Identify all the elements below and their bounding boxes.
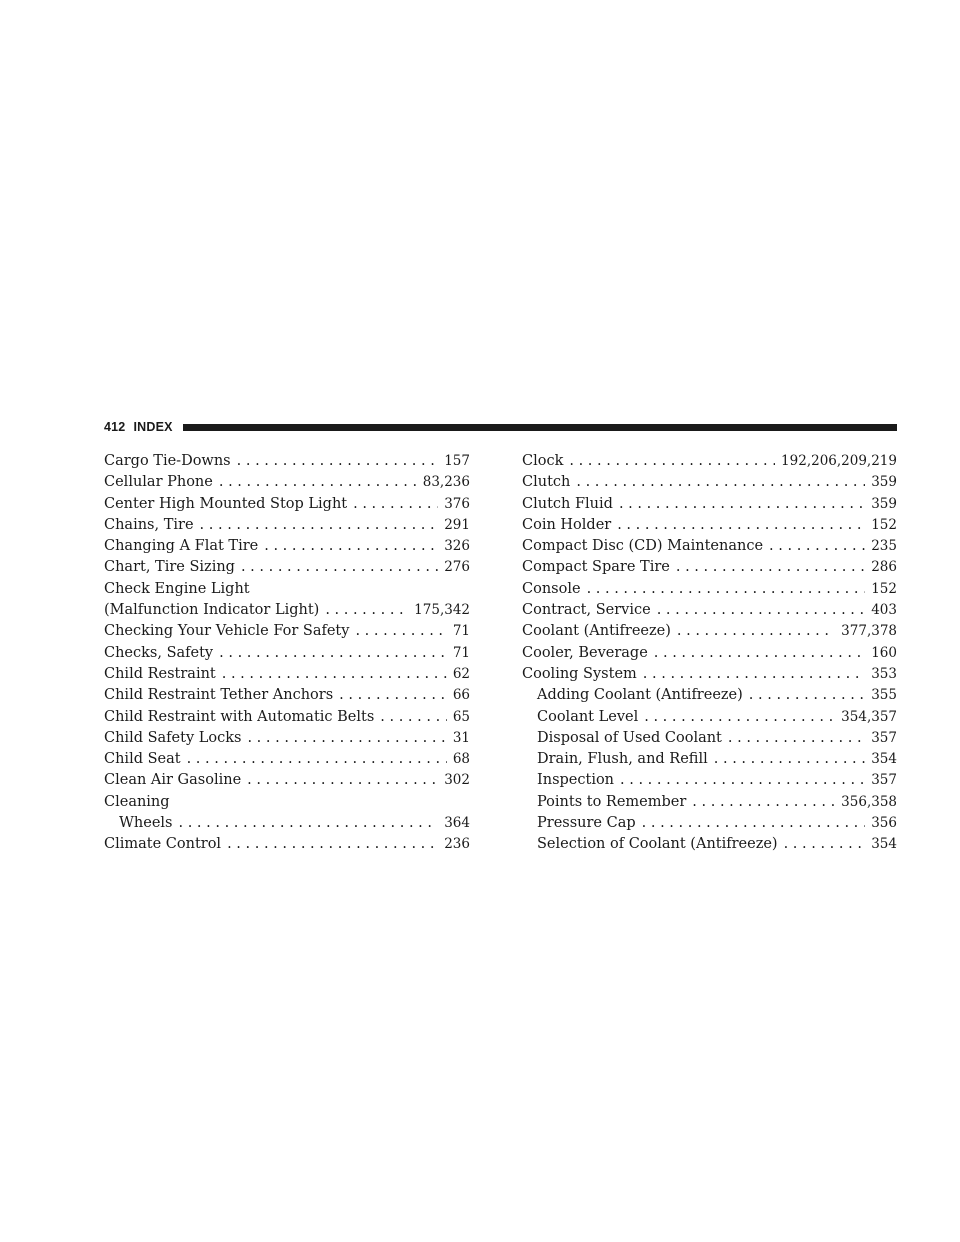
dot-leader <box>569 451 775 472</box>
index-entry-page: 403 <box>871 602 897 619</box>
dot-leader <box>264 536 438 557</box>
index-entry-label: Cleaning <box>104 793 170 810</box>
dot-leader <box>657 600 866 621</box>
index-entry <box>104 600 470 621</box>
index-entry-page: 152 <box>871 516 897 533</box>
dot-leader <box>676 557 865 578</box>
index-entry-label: Contract, Service <box>522 602 651 619</box>
dot-leader <box>241 557 438 578</box>
dot-leader <box>617 515 865 536</box>
index-entry-label: Inspection <box>537 772 615 789</box>
dot-leader <box>247 728 446 749</box>
index-entry-page: 354,357 <box>841 708 897 725</box>
index-entry <box>104 834 470 855</box>
index-entry-page: 357 <box>871 729 897 746</box>
index-entry-page: 326 <box>444 538 470 555</box>
dot-leader <box>749 685 865 706</box>
dot-leader <box>692 792 835 813</box>
index-entry-page: 276 <box>444 559 470 576</box>
index-entry <box>104 664 470 685</box>
index-entry-label: Child Safety Locks <box>104 729 242 746</box>
page-number: 412 <box>104 420 126 434</box>
dot-leader <box>769 536 865 557</box>
index-entry-page: 354 <box>871 836 897 853</box>
index-entry <box>104 643 470 664</box>
index-entry <box>104 728 470 749</box>
index-entry <box>104 494 470 515</box>
dot-leader <box>643 664 865 685</box>
index-entry-page: 71 <box>452 623 470 640</box>
index-entry-page: 356 <box>871 815 897 832</box>
index-entry-page: 354 <box>871 751 897 768</box>
index-entry-label: Compact Disc (CD) Maintenance <box>522 538 764 555</box>
index-entry-label: Console <box>522 580 581 597</box>
index-entry <box>522 792 897 813</box>
index-entry-label: Clock <box>522 453 564 469</box>
index-entry-page: 71 <box>452 644 470 661</box>
index-entry-label: Compact Spare Tire <box>522 559 670 576</box>
index-entry-page: 192,206,209,219 <box>781 453 897 469</box>
dot-leader <box>784 834 866 855</box>
index-entry-label: Center High Mounted Stop Light <box>104 495 348 512</box>
section-title: INDEX <box>133 420 173 434</box>
index-entry <box>522 579 897 600</box>
index-entry <box>522 515 897 536</box>
index-entry-page: 359 <box>871 495 897 512</box>
index-entry-page: 157 <box>444 453 470 469</box>
header-rule <box>183 424 897 431</box>
index-entry-label: Child Seat <box>104 751 181 768</box>
index-entry-page: 353 <box>871 665 897 682</box>
index-entry-label: Climate Control <box>104 836 222 853</box>
dot-leader <box>222 664 447 685</box>
dot-leader <box>619 494 865 515</box>
index-entry-page: 175,342 <box>414 602 470 619</box>
index-entry <box>522 664 897 685</box>
index-entry <box>522 707 897 728</box>
dot-leader <box>178 813 438 834</box>
index-entry <box>104 707 470 728</box>
dot-leader <box>677 621 835 642</box>
index-entry-label: Child Restraint <box>104 665 216 682</box>
index-entry <box>522 770 897 791</box>
index-entry <box>522 749 897 770</box>
index-entry-label: Adding Coolant (Antifreeze) <box>537 687 743 704</box>
dot-leader <box>247 770 438 791</box>
index-entry-page: 160 <box>871 644 897 661</box>
index-entry-page: 286 <box>871 559 897 576</box>
index-entry-label: Checks, Safety <box>104 644 214 661</box>
index-entry <box>522 643 897 664</box>
index-entry-page: 235 <box>871 538 897 555</box>
index-entry-label: Clutch Fluid <box>522 495 613 512</box>
dot-leader <box>353 494 438 515</box>
index-entry-page: 355 <box>871 687 897 704</box>
page-header <box>104 417 897 437</box>
index-entry-label: Coin Holder <box>522 516 612 533</box>
index-entry <box>104 536 470 557</box>
index-entry-label: (Malfunction Indicator Light) <box>104 602 320 619</box>
dot-leader <box>200 515 439 536</box>
dot-leader <box>587 579 866 600</box>
index-entry-label: Wheels <box>119 815 173 832</box>
index-entry-label: Drain, Flush, and Refill <box>537 751 708 768</box>
index-entry-label: Cooling System <box>522 665 637 682</box>
index-entry <box>104 792 470 813</box>
index-entry <box>522 621 897 642</box>
dot-leader <box>642 813 866 834</box>
index-entry-page: 62 <box>452 665 470 682</box>
index-entry-page: 359 <box>871 474 897 491</box>
index-entry <box>522 685 897 706</box>
index-entry-page: 68 <box>452 751 470 768</box>
index-entry-label: Coolant (Antifreeze) <box>522 623 671 640</box>
index-entry-label: Cooler, Beverage <box>522 644 648 661</box>
index-column-left <box>104 451 470 856</box>
dot-leader <box>325 600 408 621</box>
index-entry <box>104 685 470 706</box>
index-entry-label: Pressure Cap <box>537 815 636 832</box>
index-entry <box>104 813 470 834</box>
index-entry-page: 152 <box>871 580 897 597</box>
index-entry-page: 83,236 <box>422 474 470 491</box>
index-entry-page: 291 <box>444 516 470 533</box>
dot-leader <box>219 472 417 493</box>
index-entry-page: 377,378 <box>841 623 897 640</box>
dot-leader <box>339 685 447 706</box>
index-entry-page: 31 <box>452 729 470 746</box>
index-entry-label: Cargo Tie-Downs <box>104 453 231 469</box>
index-entry-page: 65 <box>452 708 470 725</box>
index-entry <box>104 579 470 600</box>
index-entry-label: Points to Remember <box>537 793 687 810</box>
index-entry-page: 357 <box>871 772 897 789</box>
index-entry <box>104 770 470 791</box>
index-entry <box>104 557 470 578</box>
dot-leader <box>576 472 865 493</box>
dot-leader <box>227 834 438 855</box>
index-entry <box>522 557 897 578</box>
index-entry <box>522 494 897 515</box>
index-entry-page: 302 <box>444 772 470 789</box>
dot-leader <box>644 707 835 728</box>
index-entry <box>104 749 470 770</box>
index-entry-label: Checking Your Vehicle For Safety <box>104 623 350 640</box>
index-entry-label: Clutch <box>522 474 571 491</box>
index-entry-label: Coolant Level <box>537 708 639 725</box>
index-entry <box>522 472 897 493</box>
dot-leader <box>237 451 439 472</box>
index-entry-label: Chart, Tire Sizing <box>104 559 235 576</box>
index-entry-page: 376 <box>444 495 470 512</box>
index-entry <box>104 515 470 536</box>
index-entry-label: Cellular Phone <box>104 474 213 491</box>
dot-leader <box>654 643 865 664</box>
index-entry-label: Child Restraint Tether Anchors <box>104 687 334 704</box>
dot-leader <box>355 621 446 642</box>
index-entry-page: 364 <box>444 815 470 832</box>
index-entry-page: 236 <box>444 836 470 853</box>
index-entry-label: Child Restraint with Automatic Belts <box>104 708 375 725</box>
dot-leader <box>620 770 865 791</box>
index-entry <box>522 536 897 557</box>
index-entry-label: Changing A Flat Tire <box>104 538 259 555</box>
dot-leader <box>219 643 447 664</box>
index-entry-page: 66 <box>452 687 470 704</box>
index-entry-page: 356,358 <box>841 793 897 810</box>
index-entry <box>522 728 897 749</box>
index-entry-label: Clean Air Gasoline <box>104 772 242 789</box>
index-entry <box>522 813 897 834</box>
index-entry-label: Disposal of Used Coolant <box>537 729 722 746</box>
index-entry <box>104 621 470 642</box>
dot-leader <box>187 749 447 770</box>
index-column-right <box>522 451 897 856</box>
index-entry-label: Selection of Coolant (Antifreeze) <box>537 836 778 853</box>
index-entry <box>522 600 897 621</box>
index-entry-label: Chains, Tire <box>104 516 194 533</box>
index-entry <box>522 834 897 855</box>
index-entry <box>104 472 470 493</box>
dot-leader <box>728 728 865 749</box>
index-entry <box>522 451 897 472</box>
index-entry <box>104 451 470 472</box>
index-entry-label: Check Engine Light <box>104 580 250 597</box>
dot-leader <box>714 749 865 770</box>
dot-leader <box>380 707 447 728</box>
